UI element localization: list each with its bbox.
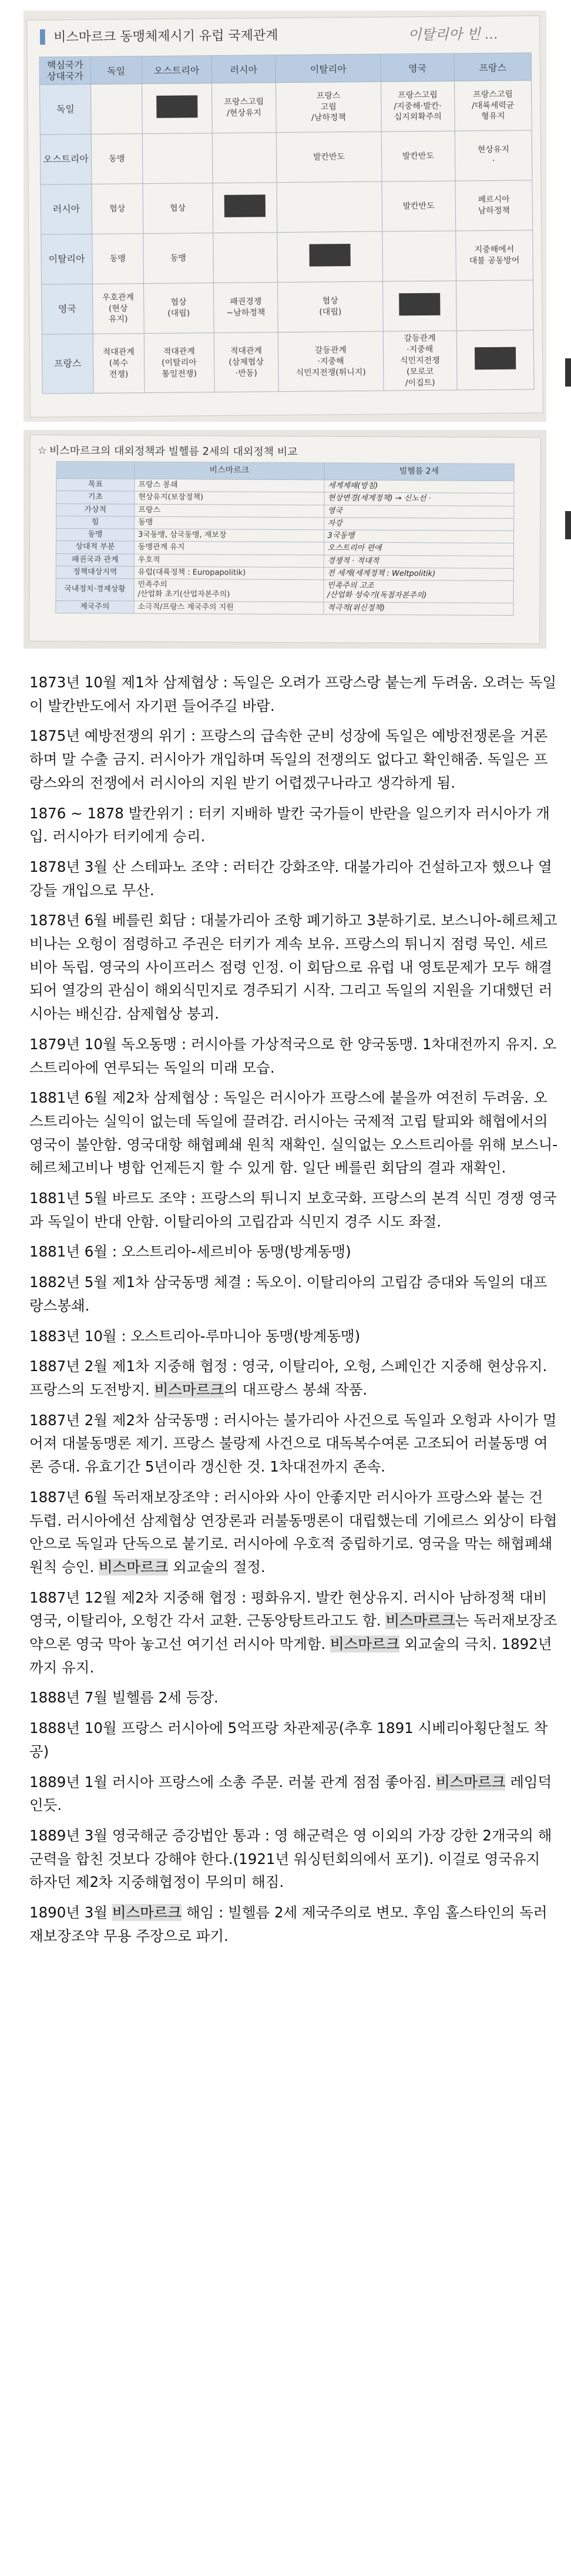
relation-cell: 패권경쟁 ~남하정책 [213, 283, 278, 333]
comparison-header-row [56, 461, 514, 481]
paragraph-text: 1878년 6월 베를린 회담 : 대불가리아 조항 폐기하고 3분하기로. 보스니아-헤르체고비나는 오헝이 점령하고 주권은 터키가 계속 보유. 프랑스의 튀니지 점령 묵인. 세르비아 독립. 영국의 사이프러스 점령 인정. 이 회담으로 유럽 내 영토문제가 모두 해결되어 열강의 관심이 해외식민지로 경주되기 시작. 그리고 독일의 지원을 기대했던 러시아는 배신감. 삼제협상 붕괴. [29, 912, 557, 1023]
row-label: 제국주의 [56, 600, 134, 613]
relation-cell [456, 280, 533, 331]
paragraph-text: 1889년 1월 러시아 프랑스에 소총 주문. 러불 관계 점점 좋아짐. [29, 1773, 436, 1791]
photo1-title-text: 비스마르크 동맹체제시기 유럽 국제관계 [53, 28, 278, 45]
row-header: 오스트리아 [40, 134, 92, 184]
relations-row [42, 330, 534, 394]
photo2-title [38, 442, 298, 459]
wilhelm-cell: 3국동맹 [324, 530, 514, 543]
bismarck-cell: 3국동맹, 삼국동맹, 재보장 [134, 529, 324, 542]
paragraph-text: 의 대프랑스 봉쇄 작품. [224, 1381, 368, 1398]
star-icon: ☆ [37, 444, 47, 457]
relation-cell [382, 231, 456, 281]
redaction-block [309, 244, 350, 267]
highlighted-name: 비스마르크 [385, 1612, 455, 1630]
relation-cell: 프랑스고립 /지중해·발칸· 십지외확주의 [381, 81, 455, 132]
col-header: 독일 [90, 56, 142, 85]
col-header: 프랑스 [454, 53, 532, 81]
relations-row [41, 230, 533, 284]
paragraph-text: 1888년 10월 프랑스 러시아에 5억프랑 차관제공(추후 1891 시베리아횡단철도 착공) [29, 1719, 548, 1760]
row-header: 러시아 [41, 184, 92, 234]
corner-header: 핵심국가 상대국가 [39, 56, 90, 85]
timeline-paragraph [29, 802, 558, 848]
redacted-cell [382, 281, 456, 331]
relation-cell: 적대관계 (복수 전쟁) [93, 334, 144, 394]
col-header-wilhelm: 빌헬름 2세 [324, 463, 515, 481]
blank-header [56, 461, 135, 479]
paragraph-text: 1881년 6월 : 오스트리아-세르비아 동맹(방계동맹) [29, 1243, 351, 1261]
timeline-paragraph [29, 1325, 558, 1348]
timeline-paragraph [29, 1771, 558, 1817]
row-label: 패권국과 관계 [56, 553, 134, 566]
paragraph-text: 외교술의 극치. 1892년까지 유지. [29, 1635, 552, 1676]
relation-cell: 동맹 [92, 234, 143, 284]
handwritten-note: 이탈리아 빈 ... [408, 25, 499, 43]
relation-cell: 협상 [92, 184, 143, 234]
relation-cell: 갈등관계 ·지중해 식민지전쟁(튀니지) [278, 331, 384, 392]
paragraph-text: 1883년 10월 : 오스트리아-루마니아 동맹(방계동맹) [29, 1327, 361, 1345]
timeline-paragraph [29, 1486, 558, 1579]
row-header: 프랑스 [42, 334, 93, 394]
timeline-paragraph [29, 1086, 558, 1180]
relation-cell: 프랑스고립 /대륙세력균 형유지 [454, 80, 532, 131]
wilhelm-cell: 적극적(위신정책) [323, 602, 513, 615]
photo1-title [40, 25, 278, 46]
comparison-body [56, 478, 514, 615]
timeline-paragraph [29, 1901, 558, 1947]
timeline-paragraph [29, 909, 558, 1026]
redacted-cell [456, 330, 534, 391]
col-header: 오스트리아 [142, 56, 212, 84]
timeline-paragraph [29, 855, 558, 902]
bismarck-cell: 현상유지(보장정책) [135, 491, 324, 505]
relation-cell: 협상 (대립) [278, 281, 383, 333]
wilhelm-cell: 세계제패(방침) [324, 480, 514, 493]
row-header: 이탈리아 [41, 234, 93, 284]
paragraph-text: 1890년 3월 [29, 1904, 112, 1922]
relations-row [41, 180, 533, 234]
bismarck-cell: 프랑스 봉쇄 [135, 479, 324, 492]
paragraph-text: 1887년 12월 제2차 지중해 협정 : 평화유지. 발칸 현상유지. 러시아 남하정책 대비 영국, 이탈리아, 오헝간 각서 교환. 근동앙탕트라고도 함. [29, 1588, 548, 1630]
edge-bar [565, 511, 571, 539]
article-body [29, 671, 558, 1954]
row-label: 가상적 [56, 503, 135, 516]
relations-body [40, 80, 535, 394]
col-header: 영국 [381, 53, 454, 82]
timeline-paragraph [29, 1824, 558, 1894]
bismarck-cell: 동맹 [135, 516, 324, 530]
timeline-paragraph [29, 671, 558, 717]
relation-cell: 프랑스 고립 /남하정책 [276, 82, 381, 133]
relation-cell: 발칸반도 [382, 181, 456, 231]
relations-row [40, 130, 532, 184]
relation-cell [213, 233, 278, 283]
row-label: 국내정치·경제상황 [56, 578, 134, 600]
timeline-paragraph [29, 1033, 558, 1079]
relations-header-row [39, 53, 531, 85]
relation-cell: 적대관계 (이탈리아 통일전쟁) [144, 333, 214, 393]
relations-row [41, 280, 533, 334]
highlighted-name: 비스마르크 [154, 1381, 224, 1398]
bismarck-cell: 우호적 [134, 554, 324, 567]
relation-cell: 프랑스고립 /현상유지 [211, 83, 276, 133]
relation-cell: 페르시아 남하정책 [455, 180, 533, 231]
row-label: 힘 [56, 516, 135, 529]
paragraph-text: 1876 ~ 1878 발칸위기 : 터키 지배하 발칸 국가들이 반란을 일으키자 러시아가 개입. 러시아가 터키에게 승리. [29, 804, 550, 845]
highlighted-name: 비스마르크 [99, 1558, 169, 1576]
relation-cell: 발칸반도 [381, 131, 455, 182]
timeline-paragraph [29, 1187, 558, 1233]
relation-cell [277, 182, 382, 233]
paragraph-text: 는 독러재보장조약으론 영국 막아 놓고선 여기선 러시아 막게함. [29, 1612, 557, 1653]
paragraph-text: 1879년 10월 독오동맹 : 러시아를 가상적국으로 한 양국동맹. 1차대전까지 유지. 오스트리아에 연루되는 독일의 미래 모습. [29, 1035, 557, 1076]
col-header: 이탈리아 [276, 54, 381, 83]
relation-cell: 갈등관계 ·지중해 식민지전쟁 (모로코 /이집트) [383, 331, 457, 391]
redaction-block [475, 347, 516, 370]
relation-cell [142, 133, 213, 184]
paragraph-text: 레임덕인듯. [29, 1773, 552, 1814]
paragraph-text: 1888년 7월 빌헬름 2세 등장. [29, 1689, 219, 1707]
paragraph-text: 1889년 3월 영국해군 증강법안 통과 : 영 해군력은 영 이외의 가장 강한 2개국의 해군력을 합친 것보다 강해야 한다.(1921년 워싱턴회의에서 포기). 이걸로 영국유지 하자던 제2차 지중해협정이 무의미 해짐. [29, 1826, 552, 1891]
paragraph-text: 1881년 5월 바르도 조약 : 프랑스의 튀니지 보호국화. 프랑스의 본격 식민 경쟁 영국과 독일이 반대 안함. 이탈리아의 고립감과 식민지 경주 시도 좌절. [29, 1190, 557, 1230]
bismarck-cell: 동맹관계 유지 [134, 541, 324, 555]
wilhelm-cell: 전 세계(세계정책 : Weltpolitik) [324, 567, 514, 581]
row-label: 정책대상지역 [56, 566, 134, 579]
timeline-paragraph [29, 1240, 558, 1264]
relation-cell: 적대관계 (삼제협상 ·반동) [214, 333, 278, 392]
paragraph-text: 1887년 2월 제2차 삼국동맹 : 러시아는 불가리아 사건으로 독일과 오헝과 사이가 멀어져 대불동맹론 제기. 프랑스 불랑제 사건으로 대독복수여론 고조되어 러불동맹 여론 증대. 유효기간 5년이라 갱신한 것. 1차대전까지 존속. [29, 1411, 557, 1476]
relation-cell [212, 133, 277, 183]
comparison-row [56, 600, 513, 615]
highlighted-name: 비스마르크 [436, 1773, 506, 1791]
relation-cell: 협상 (대립) [143, 283, 214, 334]
paper-sheet [26, 15, 543, 418]
photo-comparison-table [23, 430, 546, 649]
col-header-bismarck: 비스마르크 [135, 462, 324, 480]
col-header: 러시아 [211, 55, 276, 83]
paragraph-text: 1881년 6월 제2차 삼제협상 : 독일은 러시아가 프랑스에 붙을까 여전히 두려움. 오스트리아는 실익이 없는데 독일에 끌려감. 러시아는 국제적 고립 탈피와 해협에서의 영국이 불안함. 영국대항 해협폐쇄 원칙 재확인. 실익없는 오스트리아를 위해 보스니-헤르체고비나 병합 언제든지 할 수 있게 함. 일단 베를린 회담의 결과 재확인. [29, 1089, 558, 1177]
row-label: 상대적 부분 [56, 541, 134, 554]
photo-relations-table [23, 11, 546, 422]
relation-cell: 동맹 [143, 233, 213, 284]
bismarck-cell: 소극적/프랑스 제국주의 지원 [134, 601, 324, 614]
relation-cell: 동맹 [91, 134, 142, 184]
paragraph-text: 1887년 2월 제1차 지중해 협정 : 영국, 이탈리아, 오헝, 스페인간 지중해 현상유지. 프랑스의 도전방지. [29, 1358, 548, 1398]
relation-cell: 협상 [143, 183, 213, 234]
relation-cell: 발칸반도 [276, 132, 381, 183]
relation-cell: 현상유지 · [455, 130, 532, 181]
paragraph-text: 1878년 3월 산 스테파노 조약 : 러터간 강화조약. 대불가리아 건설하고자 했으나 열강들 개입으로 무산. [29, 858, 552, 899]
row-header: 영국 [41, 284, 93, 334]
redacted-cell [213, 183, 277, 233]
redaction-block [224, 194, 266, 217]
relation-cell: 지중해에서 대불 공동방어 [455, 230, 533, 281]
edge-bar [565, 358, 571, 387]
paragraph-text: 해임 : 빌헬름 2세 제국주의로 변모. 후임 홀스타인의 독러재보장조약 무용 주장으로 파기. [29, 1904, 548, 1944]
relation-cell: 우호관계 (현상 유지) [92, 284, 143, 334]
wilhelm-cell: 경쟁적 · 적대적 [324, 555, 514, 568]
timeline-paragraph [29, 1271, 558, 1317]
redacted-cell [142, 83, 212, 134]
relations-table [39, 52, 535, 394]
highlighted-name: 비스마르크 [330, 1635, 400, 1653]
relation-cell [91, 84, 142, 135]
redaction-block [156, 95, 197, 118]
timeline-paragraph [29, 1717, 558, 1763]
paragraph-text: 1875년 예방전쟁의 위기 : 프랑스의 급속한 군비 성장에 독일은 예방전쟁론을 거론하며 말 수출 금지. 러시아가 개입하며 독일의 전쟁의도 없다고 확인해줌. 독일은 프랑스와의 전쟁에서 러시아의 지원 받기 어렵겠구나라고 생각하게 됨. [29, 727, 548, 791]
photo2-title-text: 비스마르크의 대외정책과 빌헬름 2세의 대외정책 비교 [49, 444, 298, 459]
wilhelm-cell: 민족주의 고조 /산업화 성숙기(독점자본주의) [323, 580, 513, 603]
row-label: 목표 [56, 478, 135, 491]
comparison-row [56, 578, 513, 603]
row-label: 기초 [56, 491, 135, 504]
row-label: 동맹 [56, 528, 134, 541]
timeline-paragraph [29, 1686, 558, 1710]
bismarck-cell: 유럽(대륙정책 : Europapolitik) [134, 566, 324, 580]
timeline-paragraph [29, 724, 558, 794]
redaction-block [399, 293, 440, 316]
bismarck-cell: 민족주의 /산업화 초기(산업자본주의) [134, 579, 324, 602]
timeline-paragraph [29, 1355, 558, 1401]
paragraph-text: 1873년 10월 제1차 삼제협상 : 독일은 오려가 프랑스랑 붙는게 두려움. 오려는 독일이 발칸반도에서 자기편 들어주길 바람. [29, 674, 557, 714]
timeline-paragraph [29, 1586, 558, 1680]
wilhelm-cell: 자강 [324, 518, 514, 531]
row-header: 독일 [40, 84, 92, 135]
comparison-table [55, 461, 514, 616]
relations-row [40, 80, 532, 135]
timeline-paragraph [29, 1409, 558, 1479]
bookmark-icon: ▌ [40, 30, 51, 45]
paper-sheet [29, 435, 541, 644]
paragraph-text: 1887년 6월 독러재보장조약 : 러시아와 사이 안좋지만 러시아가 프랑스와 붙는 건 두렵. 러시아에선 삼제협상 연장론과 러불동맹론이 대립했는데 기에르스 외상이 타협안으로 독일과 단독으로 붙기로. 러시아에 우호적 중립하기로. 영국을 막는 해협폐쇄 원칙 승인. [29, 1488, 557, 1576]
wilhelm-cell: 영국 [324, 505, 514, 518]
highlighted-name: 비스마르크 [112, 1904, 182, 1922]
redacted-cell [277, 231, 382, 283]
paragraph-text: 1882년 5월 제1차 삼국동맹 체결 : 독오이. 이탈리아의 고립감 증대와 독일의 대프랑스봉쇄. [29, 1274, 548, 1314]
wilhelm-cell: 오스트리아 편애 [324, 542, 514, 556]
wilhelm-cell: 현상변경(세계정책) → 신노선 · [324, 492, 514, 506]
paragraph-text: 외교술의 절정. [168, 1558, 266, 1576]
bismarck-cell: 프랑스 [135, 504, 324, 518]
